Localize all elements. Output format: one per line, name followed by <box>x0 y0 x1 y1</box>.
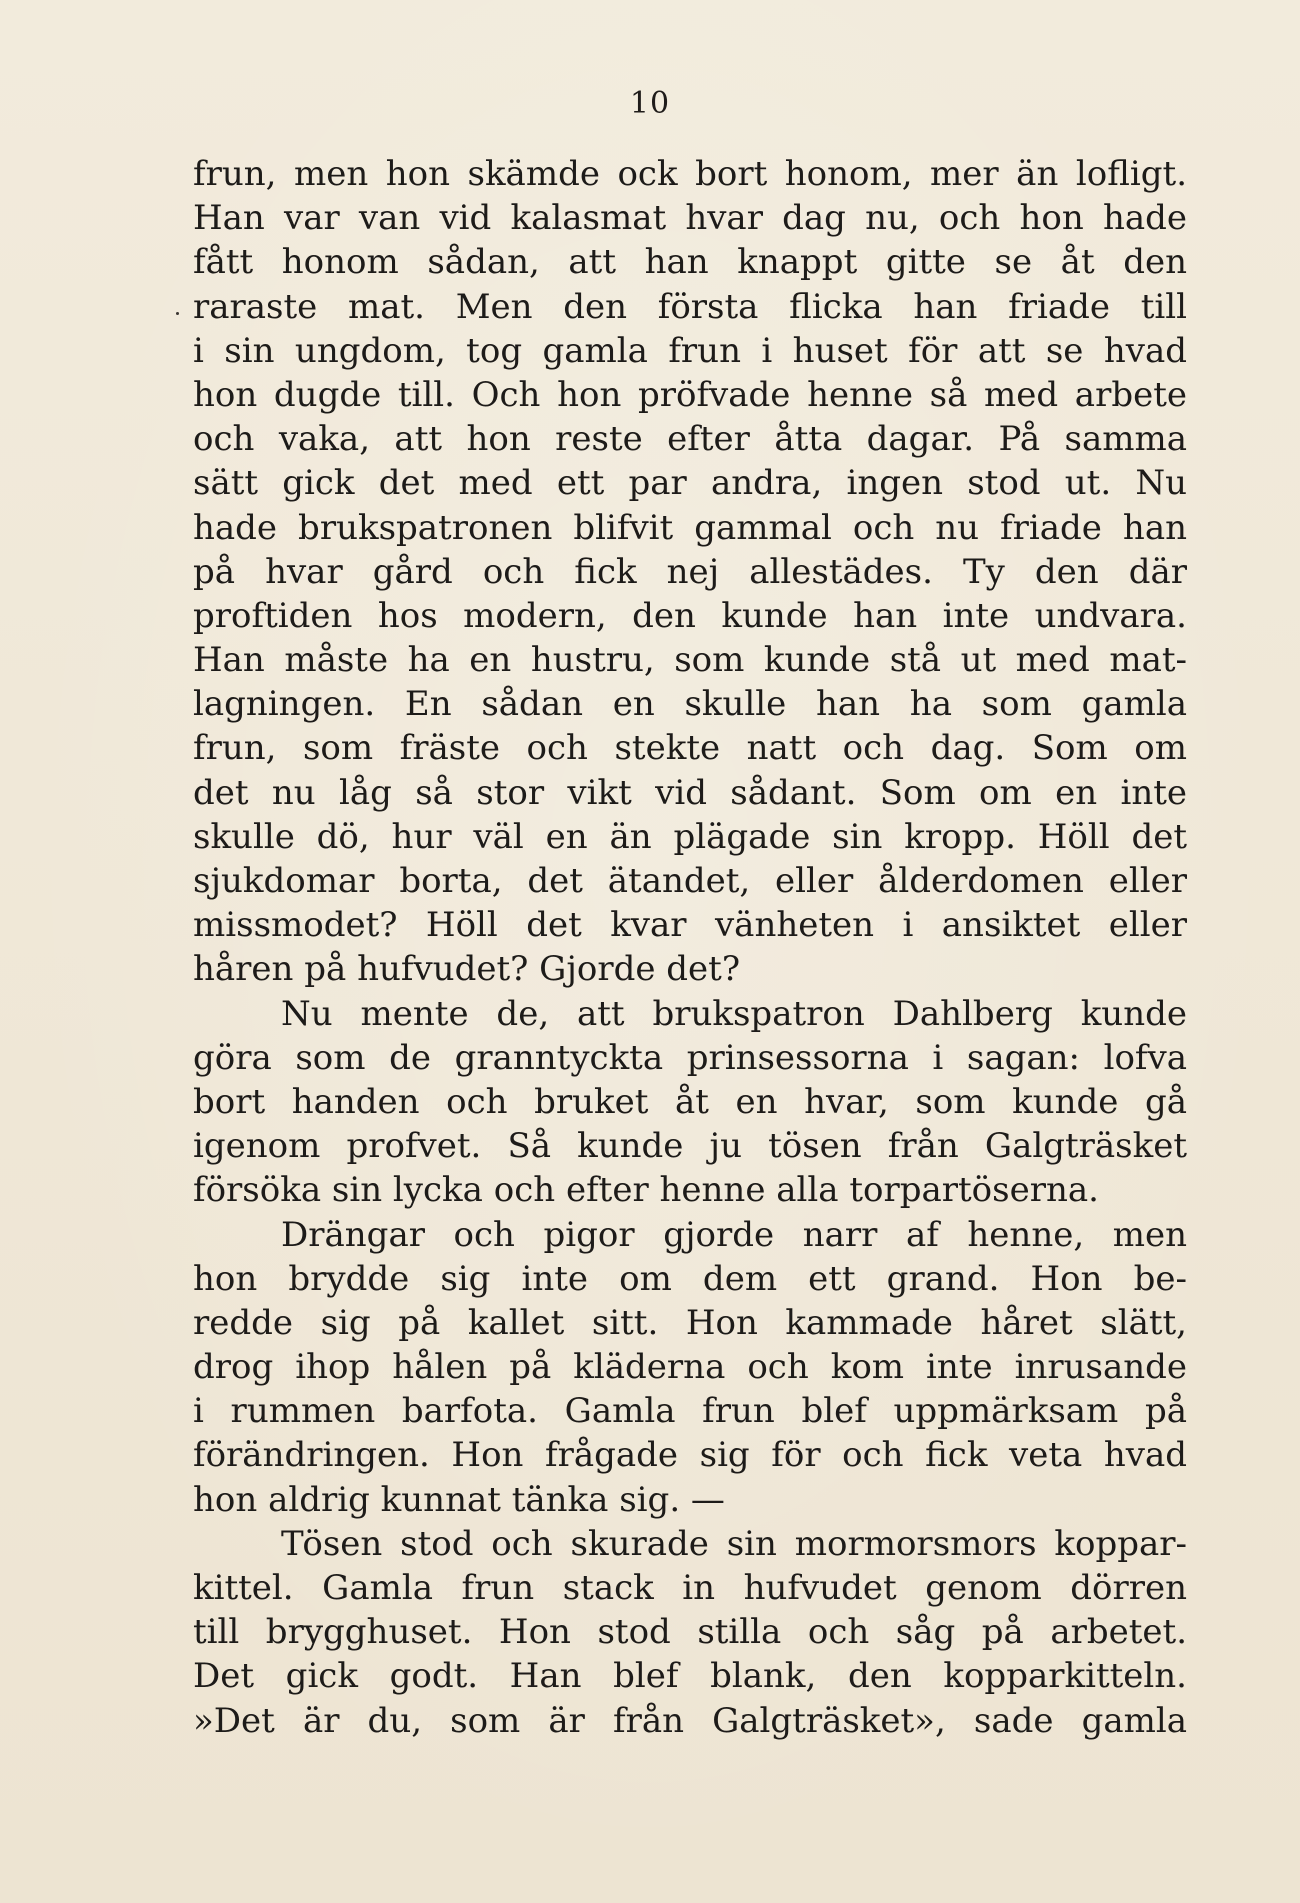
text-line: missmodet? Höll det kvar vänheten i ansiktet eller <box>193 905 1187 946</box>
text-line: raraste mat. Men den första flicka han friade till <box>193 286 1187 327</box>
text-line: Tösen stod och skurade sin mormorsmors koppar- <box>281 1523 1187 1564</box>
text-line: göra som de granntyckta prinsessorna i sagan: lofva <box>193 1037 1187 1078</box>
text-line: i sin ungdom, tog gamla frun i huset för att se hvad <box>193 330 1187 371</box>
text-line: hon dugde till. Och hon pröfvade henne så med arbete <box>193 374 1187 415</box>
text-line: det nu låg så stor vikt vid sådant. Som om en inte <box>193 772 1187 813</box>
body-text <box>193 152 1187 1743</box>
text-line: bort handen och bruket åt en hvar, som kunde gå <box>193 1081 1187 1122</box>
text-line: lagningen. En sådan en skulle han ha som gamla <box>193 684 1187 725</box>
text-line: håren på hufvudet? Gjorde det? <box>193 949 741 990</box>
margin-mark <box>176 312 179 315</box>
text-line: drog ihop hålen på kläderna och kom inte inrusande <box>193 1347 1187 1388</box>
text-line: hon brydde sig inte om dem ett grand. Hon be- <box>193 1258 1187 1299</box>
text-line: till brygghuset. Hon stod stilla och såg på arbetet. <box>193 1612 1187 1653</box>
text-line: förändringen. Hon frågade sig för och fick veta hvad <box>193 1435 1187 1476</box>
text-line: i rummen barfota. Gamla frun blef uppmärksam på <box>193 1391 1187 1432</box>
text-line: Det gick godt. Han blef blank, den kopparkitteln. <box>193 1656 1187 1697</box>
text-line: Han måste ha en hustru, som kunde stå ut med mat- <box>193 640 1187 681</box>
text-line: frun, men hon skämde ock bort honom, mer än lofligt. <box>193 154 1187 194</box>
text-line: frun, som fräste och stekte natt och dag. Som om <box>193 728 1187 769</box>
text-line: skulle dö, hur väl en än plägade sin kropp. Höll det <box>193 816 1187 857</box>
text-line: igenom profvet. Så kunde ju tösen från Galgträsket <box>193 1126 1187 1167</box>
text-line: på hvar gård och fick nej allestädes. Ty den där <box>193 551 1187 592</box>
text-line: Han var van vid kalasmat hvar dag nu, och hon hade <box>193 198 1187 239</box>
text-line: och vaka, att hon reste efter åtta dagar. På samma <box>193 419 1187 460</box>
text-line: »Det är du, som är från Galgträsket», sade gamla <box>193 1700 1187 1741</box>
text-line: Drängar och pigor gjorde narr af henne, men <box>281 1214 1187 1255</box>
text-line: sjukdomar borta, det ätandet, eller ålderdomen eller <box>193 861 1187 901</box>
text-line: försöka sin lycka och efter henne alla torpartöserna. <box>193 1170 1099 1211</box>
text-line: hon aldrig kunnat tänka sig. — <box>193 1479 725 1520</box>
text-line: fått honom sådan, att han knappt gitte se åt den <box>193 242 1187 283</box>
text-line: Nu mente de, att brukspatron Dahlberg kunde <box>281 993 1187 1034</box>
text-line: sätt gick det med ett par andra, ingen stod ut. Nu <box>193 463 1187 504</box>
text-line: proftiden hos modern, den kunde han inte undvara. <box>193 595 1187 636</box>
text-line: kittel. Gamla frun stack in hufvudet genom dörren <box>193 1568 1187 1608</box>
text-line: hade brukspatronen blifvit gammal och nu friade han <box>193 507 1187 548</box>
page-number: 10 <box>629 86 671 121</box>
text-line: redde sig på kallet sitt. Hon kammade håret slätt, <box>193 1302 1187 1343</box>
